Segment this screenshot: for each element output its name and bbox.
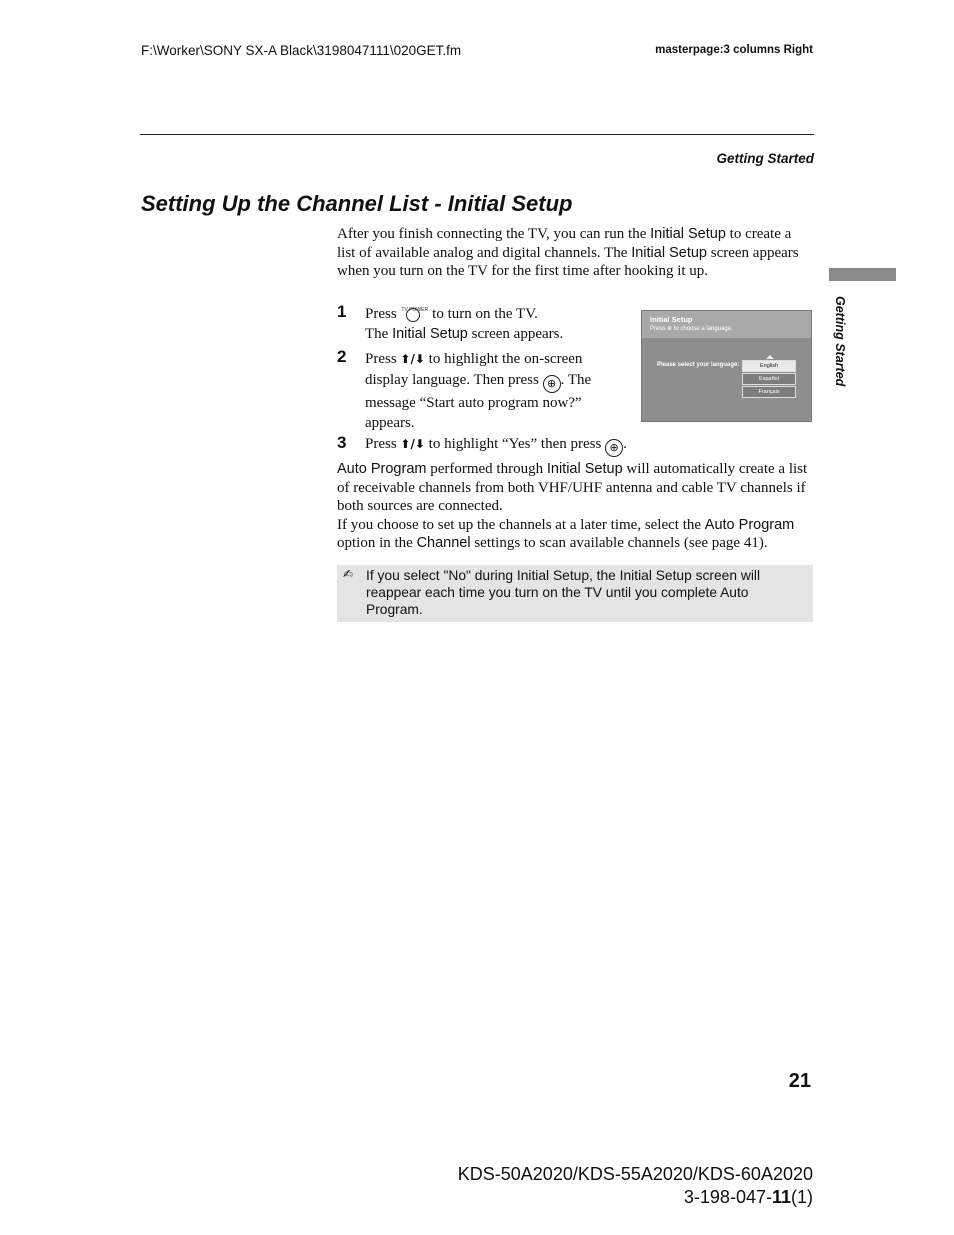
tv-screen-header [642, 311, 811, 338]
step-1-press: Press [365, 306, 401, 322]
step-2-press: Press [365, 351, 401, 367]
intro-text-3: screen appears when you turn on the TV for the first time after hooking it up. [337, 244, 799, 279]
tv-caret-up-icon [766, 355, 774, 359]
term-initial-setup: Initial Setup [546, 461, 623, 477]
term-auto-program-2: Auto Program [704, 516, 795, 533]
step-1-term: Initial Setup [392, 326, 468, 342]
side-tab-bar [829, 268, 896, 281]
header-masterpage: masterpage:3 columns Right [655, 44, 813, 56]
header-rule [140, 134, 814, 135]
step-1-after: to turn on the TV. [428, 306, 538, 322]
tv-option-english: English [742, 360, 796, 372]
para2-text-2: will automatically create a list of receivable channels from both VHF/UHF antenna and cable TV channels if both sources are connected. [337, 461, 808, 514]
tv-screen-illustration [641, 310, 812, 422]
para2-text-3: If you choose to set up the channels at a later time, select the [337, 516, 705, 533]
step-1-text [365, 304, 625, 344]
tv-option-espanol: Español [742, 373, 796, 385]
intro-text-1: After you finish connecting the TV, you can run the [337, 226, 651, 242]
footer-code-prefix: 3-198-047- [683, 1187, 772, 1207]
step-3-press: Press [365, 436, 401, 452]
step-3-post: . [623, 436, 627, 452]
step-2-post: . The message “Start auto program now?” appears. [365, 371, 592, 431]
step-3-text [365, 435, 665, 457]
up-down-arrows-icon: ⬆/⬇ [400, 437, 425, 451]
term-channel: Channel [416, 535, 471, 551]
intro-term-2: Initial Setup [631, 244, 707, 261]
intro-paragraph [337, 225, 813, 281]
footer-code [684, 1187, 813, 1208]
step-1-line2-pre: The [365, 326, 393, 342]
tv-option-francais: Français [742, 386, 796, 398]
step-2-number: 2 [337, 347, 347, 366]
up-down-arrows-icon: ⬆/⬇ [400, 352, 425, 366]
footer-models: KDS-50A2020/KDS-55A2020/KDS-60A2020 [457, 1164, 813, 1184]
side-tab-label: Getting Started [833, 296, 847, 387]
step-1-number: 1 [337, 302, 347, 321]
tv-screen-title: Initial Setup [650, 315, 693, 324]
step-3-after: to highlight “Yes” then press [424, 436, 606, 452]
tv-screen-instruction: Press ⊕ to choose a language. [650, 326, 733, 332]
auto-program-paragraph [337, 460, 813, 553]
enter-button-icon: ⊕ [605, 439, 623, 457]
step-3-number: 3 [337, 433, 347, 452]
note-box [337, 565, 813, 622]
note-text: If you select "No" during Initial Setup, the Initial Setup screen will reappear each time you turn on the TV until you complete Auto Program. [366, 568, 761, 617]
intro-term-1: Initial Setup [650, 226, 726, 242]
enter-button-icon: ⊕ [543, 375, 561, 393]
section-heading: Getting Started [716, 151, 814, 166]
step-2-after: to highlight the on-screen display language. Then press [365, 351, 583, 388]
intro-text-2: to create a list of available analog and digital channels. The [337, 226, 792, 261]
header-file-path: F:\Worker\SONY SX-A Black\3198047111\020GET.fm [141, 43, 462, 58]
para2-text-4: option in the [337, 535, 417, 551]
step-1-line2-post: screen appears. [467, 326, 564, 342]
page-title: Setting Up the Channel List - Initial Setup [141, 191, 573, 216]
para2-text-1: performed through [426, 461, 547, 477]
footer-code-suffix: (1) [791, 1187, 813, 1207]
tv-power-label: TV POWER [401, 307, 429, 313]
tv-screen-prompt: Please select your language: [657, 362, 740, 368]
para2-text-5: settings to scan available channels (see page 41). [470, 535, 768, 551]
step-2-text [365, 349, 625, 434]
pencil-note-icon: ✍ [343, 567, 354, 581]
tv-power-icon [400, 305, 428, 321]
footer-code-bold: 11 [771, 1187, 791, 1207]
page-number: 21 [788, 1070, 811, 1092]
term-auto-program: Auto Program [337, 461, 427, 477]
